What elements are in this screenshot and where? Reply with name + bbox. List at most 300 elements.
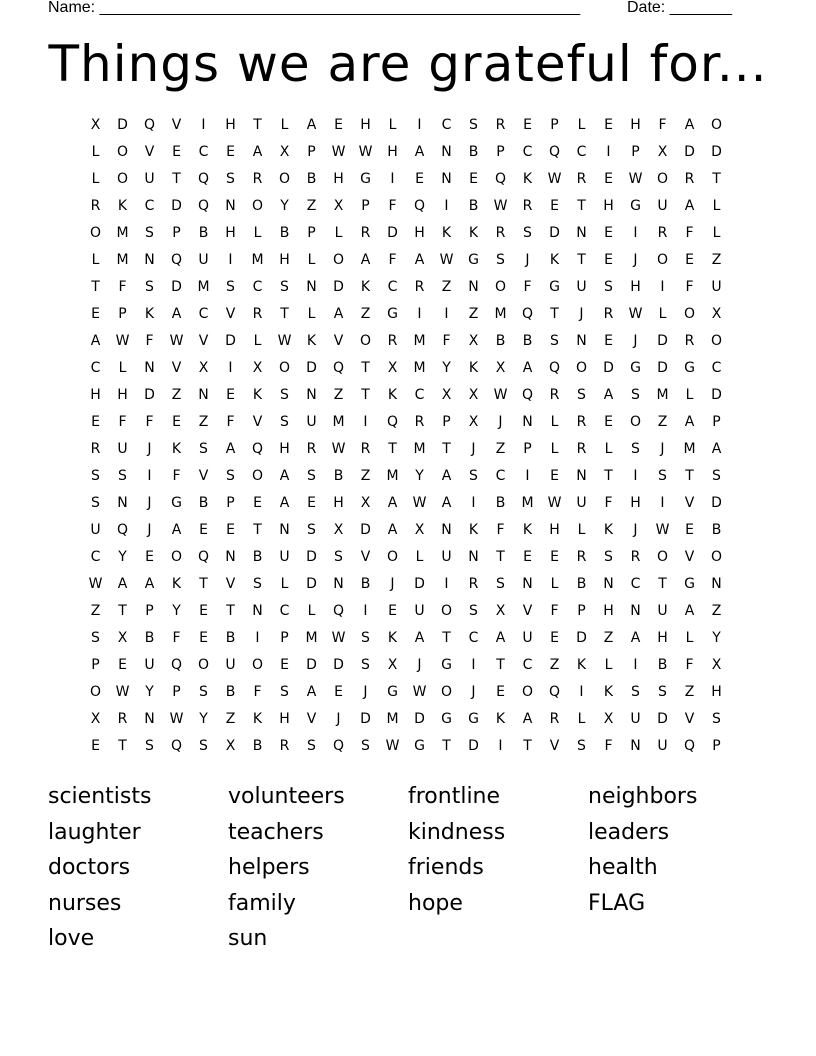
grid-letter: B: [522, 333, 533, 349]
grid-letter: S: [631, 441, 640, 457]
grid-letter: Z: [711, 603, 722, 619]
grid-letter: Z: [657, 414, 668, 430]
grid-letter: D: [657, 711, 668, 727]
grid-letter: J: [498, 414, 503, 430]
grid-letter: I: [660, 279, 665, 295]
grid-letter: V: [225, 576, 236, 592]
grid-letter: K: [252, 387, 263, 403]
grid-letter: S: [307, 522, 316, 538]
grid-letter: R: [387, 333, 398, 349]
grid-letter: G: [414, 738, 425, 754]
grid-letter: H: [630, 279, 641, 295]
grid-row: [82, 436, 730, 463]
grid-letter: O: [359, 333, 372, 349]
grid-letter: W: [277, 333, 292, 349]
grid-letter: E: [199, 630, 208, 646]
grid-letter: R: [630, 549, 641, 565]
grid-row: [82, 706, 730, 733]
grid-letter: O: [440, 603, 453, 619]
grid-letter: B: [306, 171, 317, 187]
grid-letter: I: [471, 657, 476, 673]
grid-letter: G: [171, 495, 182, 511]
grid-letter: S: [604, 279, 613, 295]
grid-letter: D: [360, 522, 371, 538]
grid-letter: X: [387, 360, 398, 376]
grid-letter: E: [199, 522, 208, 538]
grid-letter: H: [414, 225, 425, 241]
grid-letter: F: [388, 198, 397, 214]
grid-letter: O: [629, 414, 642, 430]
grid-letter: S: [469, 117, 478, 133]
grid-letter: Q: [521, 387, 534, 403]
grid-letter: T: [118, 738, 127, 754]
grid-letter: O: [89, 684, 102, 700]
grid-letter: S: [253, 576, 262, 592]
grid-letter: D: [360, 711, 371, 727]
grid-letter: S: [469, 468, 478, 484]
grid-letter: F: [253, 684, 262, 700]
grid-letter: W: [331, 144, 346, 160]
grid-letter: E: [604, 414, 613, 430]
grid-letter: D: [684, 144, 695, 160]
word-bank-item: love: [48, 926, 95, 952]
grid-letter: K: [522, 522, 533, 538]
grid-letter: H: [603, 603, 614, 619]
grid-row: [82, 598, 730, 625]
grid-letter: N: [630, 603, 641, 619]
grid-letter: C: [252, 279, 263, 295]
grid-letter: X: [468, 414, 479, 430]
grid-letter: E: [523, 549, 532, 565]
grid-letter: E: [145, 549, 154, 565]
grid-letter: J: [417, 657, 422, 673]
grid-letter: V: [225, 306, 236, 322]
grid-letter: V: [684, 495, 695, 511]
grid-letter: B: [495, 495, 506, 511]
grid-letter: T: [172, 171, 181, 187]
grid-letter: L: [118, 360, 127, 376]
grid-letter: D: [576, 630, 587, 646]
grid-letter: H: [630, 117, 641, 133]
grid-letter: Q: [170, 738, 183, 754]
grid-letter: O: [521, 684, 534, 700]
grid-letter: R: [522, 198, 533, 214]
grid-letter: R: [414, 414, 425, 430]
grid-letter: E: [307, 495, 316, 511]
grid-letter: S: [523, 225, 532, 241]
grid-letter: U: [414, 603, 425, 619]
grid-letter: S: [280, 414, 289, 430]
grid-letter: B: [657, 657, 668, 673]
grid-letter: V: [171, 117, 182, 133]
grid-letter: F: [685, 657, 694, 673]
grid-letter: L: [253, 225, 262, 241]
grid-letter: W: [331, 441, 346, 457]
grid-letter: S: [199, 441, 208, 457]
word-bank-item: hope: [408, 890, 463, 916]
grid-letter: G: [468, 252, 479, 268]
grid-letter: E: [685, 252, 694, 268]
grid-letter: A: [630, 630, 641, 646]
grid-letter: J: [471, 441, 476, 457]
grid-letter: K: [441, 225, 452, 241]
grid-letter: G: [684, 360, 695, 376]
grid-row: [82, 625, 730, 652]
grid-letter: D: [333, 279, 344, 295]
grid-letter: L: [577, 117, 586, 133]
grid-letter: C: [522, 657, 533, 673]
grid-letter: C: [468, 630, 479, 646]
grid-letter: S: [631, 684, 640, 700]
name-field-label: Name: ______________________________________________________: [48, 0, 581, 16]
grid-letter: O: [170, 549, 183, 565]
grid-letter: H: [90, 387, 101, 403]
grid-letter: W: [412, 684, 427, 700]
grid-letter: A: [684, 603, 695, 619]
grid-letter: V: [333, 333, 344, 349]
grid-letter: B: [252, 549, 263, 565]
grid-letter: P: [226, 495, 235, 511]
grid-letter: E: [469, 171, 478, 187]
grid-letter: B: [468, 198, 479, 214]
grid-letter: W: [412, 495, 427, 511]
grid-letter: P: [172, 684, 181, 700]
grid-letter: I: [363, 603, 368, 619]
grid-letter: D: [549, 225, 560, 241]
grid-letter: N: [225, 198, 236, 214]
grid-letter: D: [657, 360, 668, 376]
grid-letter: I: [417, 306, 422, 322]
grid-letter: W: [493, 198, 508, 214]
grid-letter: Y: [199, 711, 208, 727]
grid-letter: T: [712, 171, 721, 187]
grid-letter: O: [251, 198, 264, 214]
grid-letter: U: [144, 657, 155, 673]
grid-letter: M: [197, 279, 210, 295]
grid-letter: O: [656, 171, 669, 187]
grid-letter: M: [386, 711, 399, 727]
date-field-label: Date: _______: [627, 0, 732, 16]
grid-letter: L: [577, 522, 586, 538]
grid-letter: N: [576, 333, 587, 349]
grid-letter: D: [414, 711, 425, 727]
grid-letter: D: [306, 549, 317, 565]
grid-letter: A: [387, 495, 398, 511]
grid-letter: W: [358, 144, 373, 160]
grid-letter: N: [306, 387, 317, 403]
grid-letter: I: [444, 198, 449, 214]
grid-letter: P: [361, 198, 370, 214]
grid-letter: A: [171, 306, 182, 322]
grid-letter: P: [307, 225, 316, 241]
grid-letter: R: [495, 225, 506, 241]
grid-letter: H: [279, 441, 290, 457]
grid-letter: G: [441, 657, 452, 673]
grid-letter: U: [306, 414, 317, 430]
grid-letter: U: [657, 738, 668, 754]
grid-letter: G: [387, 684, 398, 700]
grid-letter: O: [710, 117, 723, 133]
grid-letter: X: [711, 306, 722, 322]
grid-row: [82, 490, 730, 517]
grid-letter: Q: [548, 144, 561, 160]
grid-letter: C: [387, 279, 398, 295]
grid-letter: X: [198, 360, 209, 376]
grid-letter: H: [603, 198, 614, 214]
grid-letter: S: [145, 225, 154, 241]
grid-letter: W: [88, 576, 103, 592]
grid-letter: I: [471, 495, 476, 511]
grid-letter: Z: [603, 630, 614, 646]
grid-letter: Q: [548, 360, 561, 376]
grid-letter: C: [441, 117, 452, 133]
grid-letter: S: [361, 738, 370, 754]
grid-letter: T: [118, 603, 127, 619]
grid-letter: Z: [468, 306, 479, 322]
grid-letter: O: [197, 657, 210, 673]
grid-letter: O: [116, 144, 129, 160]
grid-letter: M: [116, 225, 129, 241]
grid-letter: T: [442, 738, 451, 754]
grid-letter: L: [307, 252, 316, 268]
grid-letter: Y: [145, 684, 154, 700]
grid-letter: Y: [415, 468, 424, 484]
grid-letter: B: [225, 630, 236, 646]
grid-letter: S: [280, 684, 289, 700]
grid-letter: U: [279, 549, 290, 565]
grid-row: [82, 571, 730, 598]
grid-letter: U: [144, 171, 155, 187]
word-bank-item: kindness: [408, 819, 506, 845]
grid-letter: N: [468, 549, 479, 565]
grid-letter: N: [144, 711, 155, 727]
grid-letter: H: [279, 711, 290, 727]
grid-letter: A: [225, 441, 236, 457]
grid-letter: A: [279, 468, 290, 484]
grid-letter: J: [525, 252, 530, 268]
grid-letter: T: [442, 441, 451, 457]
grid-letter: R: [252, 171, 263, 187]
grid-letter: Z: [198, 414, 209, 430]
grid-letter: R: [495, 117, 506, 133]
grid-letter: S: [118, 468, 127, 484]
grid-letter: U: [522, 630, 533, 646]
grid-letter: Z: [360, 468, 371, 484]
grid-letter: O: [494, 279, 507, 295]
grid-row: [82, 247, 730, 274]
grid-letter: D: [144, 387, 155, 403]
grid-letter: Q: [332, 360, 345, 376]
grid-letter: K: [387, 630, 398, 646]
grid-letter: U: [657, 603, 668, 619]
grid-letter: E: [550, 198, 559, 214]
grid-letter: H: [549, 522, 560, 538]
grid-letter: H: [333, 495, 344, 511]
grid-letter: G: [441, 711, 452, 727]
grid-letter: H: [387, 144, 398, 160]
grid-letter: A: [441, 495, 452, 511]
grid-letter: E: [550, 468, 559, 484]
grid-letter: Q: [170, 252, 183, 268]
grid-letter: S: [361, 657, 370, 673]
grid-letter: X: [441, 387, 452, 403]
grid-letter: V: [252, 414, 263, 430]
grid-letter: K: [495, 711, 506, 727]
grid-letter: J: [147, 495, 152, 511]
grid-letter: A: [171, 522, 182, 538]
grid-letter: Q: [197, 171, 210, 187]
grid-letter: F: [145, 414, 154, 430]
grid-letter: E: [118, 657, 127, 673]
grid-letter: L: [550, 576, 559, 592]
grid-letter: M: [305, 630, 318, 646]
grid-letter: L: [91, 144, 100, 160]
grid-letter: C: [198, 306, 209, 322]
grid-letter: R: [117, 711, 128, 727]
grid-letter: R: [576, 441, 587, 457]
grid-letter: A: [495, 630, 506, 646]
grid-row: [82, 733, 730, 760]
grid-letter: Q: [332, 738, 345, 754]
word-bank-item: FLAG: [588, 890, 646, 916]
grid-letter: T: [658, 576, 667, 592]
grid-letter: V: [144, 144, 155, 160]
grid-letter: Q: [197, 198, 210, 214]
grid-letter: O: [440, 684, 453, 700]
grid-letter: W: [115, 684, 130, 700]
grid-letter: Y: [442, 360, 451, 376]
grid-letter: F: [604, 738, 613, 754]
grid-letter: L: [280, 117, 289, 133]
grid-letter: I: [444, 306, 449, 322]
grid-letter: E: [550, 549, 559, 565]
grid-letter: L: [91, 171, 100, 187]
grid-letter: Z: [495, 441, 506, 457]
grid-letter: E: [280, 657, 289, 673]
grid-letter: L: [91, 252, 100, 268]
grid-letter: T: [226, 603, 235, 619]
grid-letter: M: [332, 414, 345, 430]
grid-letter: K: [468, 360, 479, 376]
grid-letter: T: [442, 630, 451, 646]
grid-letter: X: [495, 360, 506, 376]
grid-letter: J: [390, 576, 395, 592]
grid-letter: T: [253, 522, 262, 538]
grid-letter: O: [656, 549, 669, 565]
grid-row: [82, 274, 730, 301]
grid-letter: S: [469, 603, 478, 619]
grid-letter: T: [577, 252, 586, 268]
grid-letter: Y: [172, 603, 181, 619]
grid-letter: Q: [170, 657, 183, 673]
grid-letter: O: [251, 657, 264, 673]
grid-letter: E: [334, 684, 343, 700]
grid-letter: D: [225, 333, 236, 349]
word-bank-item: friends: [408, 855, 484, 881]
grid-letter: F: [172, 468, 181, 484]
grid-letter: H: [657, 630, 668, 646]
grid-letter: D: [171, 279, 182, 295]
grid-letter: X: [117, 630, 128, 646]
grid-letter: B: [144, 630, 155, 646]
grid-letter: K: [306, 333, 317, 349]
grid-letter: T: [361, 387, 370, 403]
grid-letter: I: [660, 495, 665, 511]
grid-letter: P: [577, 603, 586, 619]
grid-letter: I: [201, 117, 206, 133]
grid-letter: N: [144, 360, 155, 376]
grid-letter: U: [225, 657, 236, 673]
grid-letter: D: [711, 144, 722, 160]
grid-letter: M: [116, 252, 129, 268]
grid-letter: R: [252, 306, 263, 322]
grid-letter: K: [468, 522, 479, 538]
grid-letter: A: [306, 684, 317, 700]
grid-letter: T: [91, 279, 100, 295]
grid-letter: N: [441, 522, 452, 538]
grid-letter: C: [279, 603, 290, 619]
grid-letter: T: [550, 306, 559, 322]
grid-letter: U: [576, 495, 587, 511]
grid-letter: R: [360, 441, 371, 457]
grid-letter: M: [251, 252, 264, 268]
grid-letter: C: [198, 144, 209, 160]
grid-letter: Z: [711, 252, 722, 268]
grid-letter: K: [387, 387, 398, 403]
grid-letter: U: [576, 279, 587, 295]
grid-letter: A: [684, 117, 695, 133]
grid-letter: R: [684, 333, 695, 349]
grid-letter: A: [144, 576, 155, 592]
grid-letter: R: [306, 441, 317, 457]
grid-letter: H: [225, 225, 236, 241]
grid-letter: Z: [360, 306, 371, 322]
grid-letter: O: [89, 225, 102, 241]
grid-letter: A: [603, 387, 614, 403]
grid-letter: G: [630, 360, 641, 376]
grid-letter: I: [363, 414, 368, 430]
grid-letter: B: [279, 225, 290, 241]
grid-letter: I: [444, 576, 449, 592]
grid-letter: H: [333, 171, 344, 187]
grid-letter: Z: [333, 387, 344, 403]
grid-letter: T: [685, 468, 694, 484]
grid-letter: R: [468, 576, 479, 592]
grid-letter: W: [169, 333, 184, 349]
grid-letter: L: [658, 306, 667, 322]
grid-letter: G: [468, 711, 479, 727]
grid-letter: B: [468, 144, 479, 160]
grid-letter: U: [711, 279, 722, 295]
grid-letter: L: [604, 657, 613, 673]
grid-letter: L: [307, 603, 316, 619]
grid-letter: B: [252, 738, 263, 754]
grid-letter: B: [333, 468, 344, 484]
grid-letter: P: [172, 225, 181, 241]
grid-letter: T: [496, 657, 505, 673]
grid-letter: T: [361, 360, 370, 376]
grid-letter: P: [442, 414, 451, 430]
grid-letter: D: [711, 387, 722, 403]
grid-row: [82, 166, 730, 193]
grid-letter: V: [198, 468, 209, 484]
grid-row: [82, 112, 730, 139]
grid-row: [82, 220, 730, 247]
grid-letter: W: [547, 495, 562, 511]
grid-letter: X: [90, 711, 101, 727]
grid-letter: X: [468, 333, 479, 349]
grid-letter: E: [91, 306, 100, 322]
